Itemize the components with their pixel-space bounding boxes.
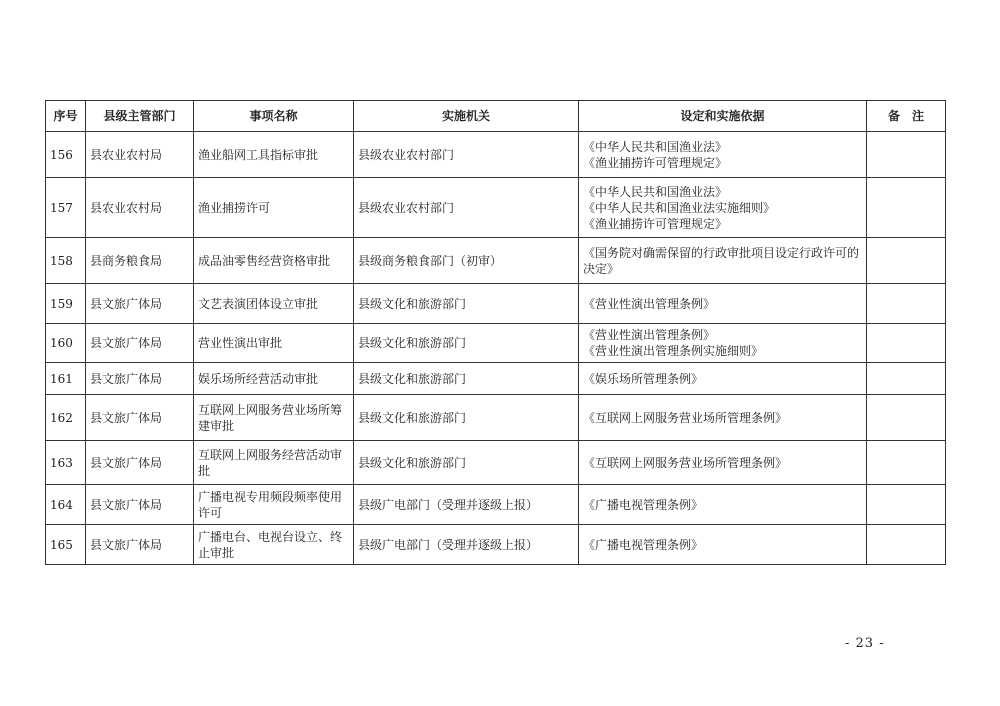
table-row bbox=[46, 284, 946, 324]
cell-remarks bbox=[867, 238, 946, 284]
basis-line: 《广播电视管理条例》 bbox=[583, 537, 704, 552]
cell-remarks bbox=[867, 178, 946, 238]
table-header-row bbox=[46, 101, 946, 132]
cell-serial-number: 162 bbox=[46, 395, 86, 441]
cell-remarks bbox=[867, 284, 946, 324]
basis-line: 《中华人民共和国渔业法实施细则》 bbox=[583, 200, 776, 215]
table-row bbox=[46, 525, 946, 565]
cell-remarks bbox=[867, 441, 946, 485]
cell-legal-basis bbox=[579, 132, 867, 178]
basis-line: 《国务院对确需保留的行政审批项目设定行政许可的决定》 bbox=[583, 245, 860, 276]
cell-serial-number: 156 bbox=[46, 132, 86, 178]
table-row bbox=[46, 395, 946, 441]
cell-remarks bbox=[867, 525, 946, 565]
cell-implementing-agency: 县级农业农村部门 bbox=[354, 132, 579, 178]
basis-line: 《娱乐场所管理条例》 bbox=[583, 371, 704, 386]
basis-line: 《营业性演出管理条例》 bbox=[583, 328, 716, 342]
cell-serial-number: 164 bbox=[46, 485, 86, 525]
cell-remarks bbox=[867, 324, 946, 363]
cell-remarks bbox=[867, 485, 946, 525]
cell-remarks bbox=[867, 395, 946, 441]
cell-item-name: 文艺表演团体设立审批 bbox=[194, 284, 354, 324]
cell-county-department: 县文旅广体局 bbox=[86, 324, 194, 363]
cell-item-name: 渔业捕捞许可 bbox=[194, 178, 354, 238]
cell-serial-number: 159 bbox=[46, 284, 86, 324]
cell-county-department: 县文旅广体局 bbox=[86, 441, 194, 485]
table-row bbox=[46, 485, 946, 525]
basis-line: 《中华人民共和国渔业法》 bbox=[583, 184, 728, 199]
basis-line: 《中华人民共和国渔业法》 bbox=[583, 139, 728, 154]
cell-item-name: 成品油零售经营资格审批 bbox=[194, 238, 354, 284]
cell-implementing-agency: 县级文化和旅游部门 bbox=[354, 324, 579, 363]
cell-legal-basis bbox=[579, 238, 867, 284]
header-county-department: 县级主管部门 bbox=[86, 101, 194, 132]
cell-serial-number: 163 bbox=[46, 441, 86, 485]
cell-serial-number: 165 bbox=[46, 525, 86, 565]
cell-county-department: 县文旅广体局 bbox=[86, 284, 194, 324]
cell-county-department: 县农业农村局 bbox=[86, 132, 194, 178]
cell-county-department: 县商务粮食局 bbox=[86, 238, 194, 284]
cell-serial-number: 157 bbox=[46, 178, 86, 238]
cell-serial-number: 161 bbox=[46, 363, 86, 395]
cell-implementing-agency: 县级农业农村部门 bbox=[354, 178, 579, 238]
header-serial-number: 序号 bbox=[46, 101, 86, 132]
cell-implementing-agency: 县级文化和旅游部门 bbox=[354, 363, 579, 395]
table-row bbox=[46, 441, 946, 485]
header-remarks: 备 注 bbox=[867, 101, 946, 132]
cell-legal-basis bbox=[579, 178, 867, 238]
table-row bbox=[46, 363, 946, 395]
basis-line: 《渔业捕捞许可管理规定》 bbox=[583, 216, 728, 231]
cell-county-department: 县文旅广体局 bbox=[86, 395, 194, 441]
cell-implementing-agency: 县级商务粮食部门（初审） bbox=[354, 238, 579, 284]
cell-legal-basis bbox=[579, 363, 867, 395]
cell-serial-number: 160 bbox=[46, 324, 86, 363]
cell-implementing-agency: 县级文化和旅游部门 bbox=[354, 441, 579, 485]
cell-item-name: 渔业船网工具指标审批 bbox=[194, 132, 354, 178]
page-number: - 23 - bbox=[845, 636, 885, 651]
cell-implementing-agency: 县级广电部门（受理并逐级上报） bbox=[354, 485, 579, 525]
basis-line: 《互联网上网服务营业场所管理条例》 bbox=[583, 455, 788, 470]
cell-item-name: 营业性演出审批 bbox=[194, 324, 354, 363]
table-row bbox=[46, 238, 946, 284]
basis-line: 《营业性演出管理条例实施细则》 bbox=[583, 344, 764, 358]
basis-line: 《营业性演出管理条例》 bbox=[583, 296, 716, 311]
cell-legal-basis bbox=[579, 525, 867, 565]
basis-line: 《广播电视管理条例》 bbox=[583, 497, 704, 512]
cell-implementing-agency: 县级文化和旅游部门 bbox=[354, 284, 579, 324]
cell-remarks bbox=[867, 132, 946, 178]
header-legal-basis: 设定和实施依据 bbox=[579, 101, 867, 132]
cell-item-name: 娱乐场所经营活动审批 bbox=[194, 363, 354, 395]
cell-implementing-agency: 县级文化和旅游部门 bbox=[354, 395, 579, 441]
cell-item-name: 广播电台、电视台设立、终止审批 bbox=[194, 525, 354, 565]
basis-line: 《互联网上网服务营业场所管理条例》 bbox=[583, 410, 788, 425]
basis-line: 《渔业捕捞许可管理规定》 bbox=[583, 155, 728, 170]
cell-remarks bbox=[867, 363, 946, 395]
table-row bbox=[46, 178, 946, 238]
table-row bbox=[46, 324, 946, 363]
approval-items-table bbox=[45, 100, 946, 565]
header-item-name: 事项名称 bbox=[194, 101, 354, 132]
cell-legal-basis bbox=[579, 485, 867, 525]
cell-county-department: 县文旅广体局 bbox=[86, 525, 194, 565]
cell-county-department: 县文旅广体局 bbox=[86, 363, 194, 395]
table-row bbox=[46, 132, 946, 178]
cell-county-department: 县农业农村局 bbox=[86, 178, 194, 238]
cell-legal-basis bbox=[579, 284, 867, 324]
cell-serial-number: 158 bbox=[46, 238, 86, 284]
header-implementing-agency: 实施机关 bbox=[354, 101, 579, 132]
cell-implementing-agency: 县级广电部门（受理并逐级上报） bbox=[354, 525, 579, 565]
cell-legal-basis bbox=[579, 441, 867, 485]
cell-item-name: 互联网上网服务经营活动审批 bbox=[194, 441, 354, 485]
cell-county-department: 县文旅广体局 bbox=[86, 485, 194, 525]
cell-legal-basis bbox=[579, 324, 867, 363]
cell-legal-basis bbox=[579, 395, 867, 441]
cell-item-name: 广播电视专用频段频率使用许可 bbox=[194, 485, 354, 525]
cell-item-name: 互联网上网服务营业场所筹建审批 bbox=[194, 395, 354, 441]
